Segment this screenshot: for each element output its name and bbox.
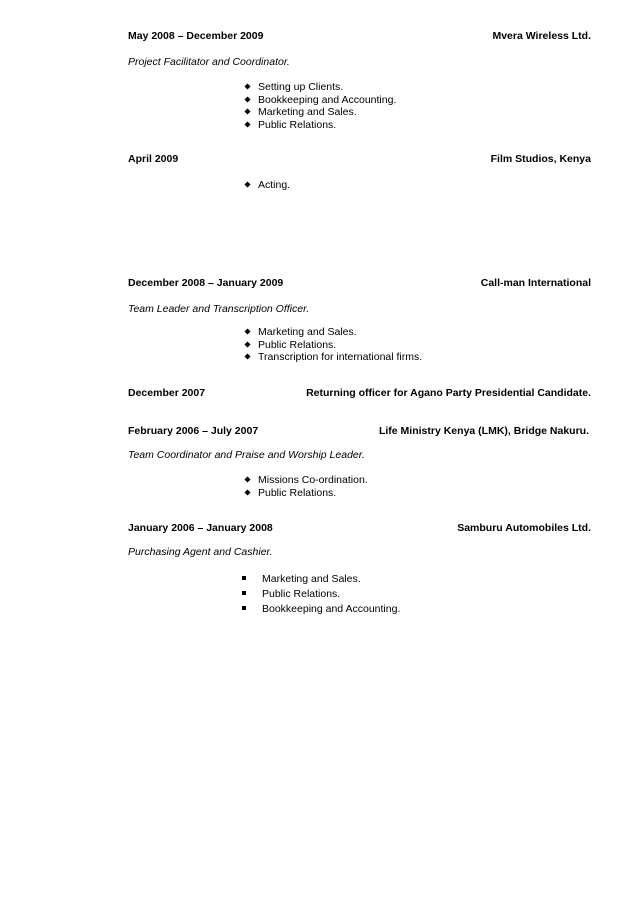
duty-list bbox=[245, 326, 422, 364]
duty-list bbox=[245, 81, 396, 131]
duty-item: Public Relations. bbox=[240, 587, 400, 602]
duty-list bbox=[240, 572, 400, 617]
entry-role: Project Facilitator and Coordinator. bbox=[128, 56, 290, 68]
entry-header bbox=[128, 425, 591, 439]
duty-item: Public Relations. bbox=[245, 119, 396, 132]
duty-item: Setting up Clients. bbox=[245, 81, 396, 94]
duty-item: Bookkeeping and Accounting. bbox=[240, 602, 400, 617]
entry-date: December 2007 bbox=[128, 387, 206, 399]
entry-header bbox=[128, 387, 591, 401]
entry-organization: Film Studios, Kenya bbox=[490, 153, 591, 165]
duty-item: Transcription for international firms. bbox=[245, 351, 422, 364]
entry-organization: Returning officer for Agano Party Presidential Candidate. bbox=[306, 387, 591, 399]
duty-item: Acting. bbox=[245, 179, 290, 192]
duty-item: Public Relations. bbox=[245, 487, 368, 500]
entry-role: Purchasing Agent and Cashier. bbox=[128, 546, 273, 558]
entry-date: January 2006 – January 2008 bbox=[128, 522, 273, 534]
duty-item: Missions Co-ordination. bbox=[245, 474, 368, 487]
entry-date: February 2006 – July 2007 bbox=[128, 425, 259, 437]
entry-role: Team Leader and Transcription Officer. bbox=[128, 303, 310, 315]
duty-item: Public Relations. bbox=[245, 339, 422, 352]
entry-organization: Mvera Wireless Ltd. bbox=[492, 30, 591, 42]
entry-date: April 2009 bbox=[128, 153, 179, 165]
entry-header bbox=[128, 153, 591, 167]
entry-date: May 2008 – December 2009 bbox=[128, 30, 264, 42]
entry-header bbox=[128, 522, 591, 536]
entry-date: December 2008 – January 2009 bbox=[128, 277, 284, 289]
entry-organization: Samburu Automobiles Ltd. bbox=[457, 522, 591, 534]
entry-role: Team Coordinator and Praise and Worship Leader. bbox=[128, 449, 365, 461]
duty-list bbox=[245, 179, 290, 192]
duty-list bbox=[245, 474, 368, 499]
entry-organization: Call-man International bbox=[480, 277, 591, 289]
entry-header bbox=[128, 277, 591, 291]
duty-item: Bookkeeping and Accounting. bbox=[245, 94, 396, 107]
entry-header bbox=[128, 30, 591, 44]
duty-item: Marketing and Sales. bbox=[240, 572, 400, 587]
entry-organization: Life Ministry Kenya (LMK), Bridge Nakuru. bbox=[378, 425, 589, 437]
duty-item: Marketing and Sales. bbox=[245, 106, 396, 119]
duty-item: Marketing and Sales. bbox=[245, 326, 422, 339]
